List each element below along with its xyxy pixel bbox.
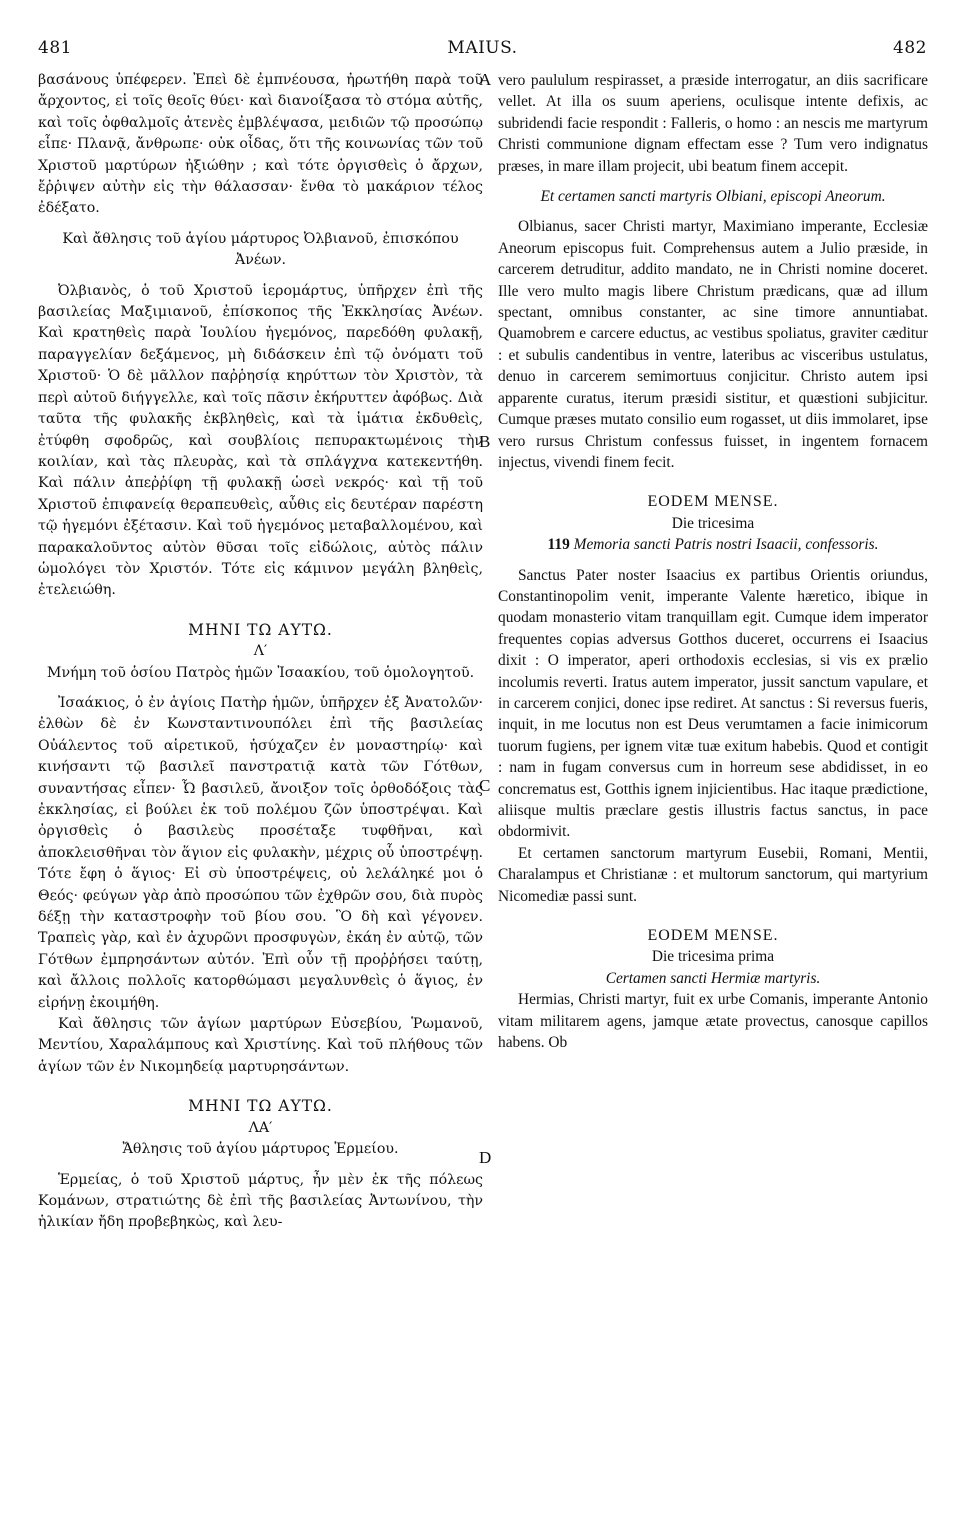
latin-isaacius-paragraph: Sanctus Pater noster Isaacius ex partibus Orientis oriundus, Constantinopolim venit, imperante Valente hæretico, ibique in quodam monasterio vitam tranquillam egit. Cumque idem imperator frequentes copias adversus Gotthos duceret, occurrens ei Isaacius dixit : O imperator, aperi orthodoxis ecclesias, si vis ex prælio incolumis reverti. Iratus autem imperator, jussit sanctum vapulare, et in carcerem conjici, donec ipse rediret. At sanctus : Si reversus fueris, inquit, in me locutus non est Deus verumtamen a facie inimicorum tuorum fugiens, per ignem vitæ tuæ exitum habebis. Quod et contigit : nam in fugam conversus cum in horreum sese abdidisset, in eo concrematus est, Gotthis ignem injicientibus. Hac itaque prædictione, aliisque multis præclare gestis illustris factus sanctus, in pace obdormivit. [498,566,928,841]
greek-intro-paragraph: βασάνους ὑπέφερεν. Ἐπεὶ δὲ ἐμπνέουσα, ἠρωτήθη παρὰ τοῦ ἄρχοντος, εἰ τοῖς θεοῖς θύει· καὶ διανοίξασα τὸ στόμα αὐτῆς, καὶ τοῖς ὀφθαλμοῖς ἀτενὲς ἐμβλέψασα, μειδιῶν τῷ προσώπῳ εἶπε· Πλανᾷ, ἄνθρωπε· οὐκ οἶδας, ὅτι τῆς κοινωνίας τῶν τοῦ Χριστοῦ μαρτύρων ἠξιώθην ; καὶ τότε ὀργισθεὶς ὁ ἄρχων, ἔῤῥιψεν αὐτὴν εἰς τὴν θάλασσαν· ἔνθα τὸ μακάριον τέλος ἐδέξατο. [38,72,483,217]
greek-olbianus-paragraph: Ὀλβιανὸς, ὁ τοῦ Χριστοῦ ἱερομάρτυς, ὑπῆρχεν ἐπὶ τῆς βασιλείας Μαξιμιανοῦ, ἐπίσκοπος τῆς Ἐκκλησίας Ἀνέων. Καὶ κρατηθεὶς παρὰ Ἰουλίου ἡγεμόνος, παρεδόθη φυλακῇ, παραγγελίαν δεξάμενος, μὴ διδάσκειν ἐπὶ τῷ ὀνόματι τοῦ Χριστοῦ· Ὁ δὲ μᾶλλον παῤῥησίᾳ κηρύττων τὸν Χριστὸν, τὰ περὶ αὐτοῦ διήγγελλε, καὶ τοῖς πᾶσιν ἐκήρυττεν ἀφόβως. Διὰ ταῦτα τῆς φυλακῆς ἐκβληθεὶς, καὶ τὰ ἱμάτια ἐκδυθεὶς, ἐτύφθη σφοδρῶς, καὶ σουβλίοις πεπυρακτωμένοις τὴν κοιλίαν, καὶ τὰς πλευρὰς, καὶ τὰ σπλάγχνα κατεκεντήθη. Καὶ πάλιν ἀπεῤῥίφη τῇ φυλακῇ ὡσεὶ νεκρός· καὶ τῇ τοῦ Χριστοῦ ἐπιφανείᾳ θεραπευθεὶς, αὖθις εἰς δευτέραν παρέστη τῷ ἡγεμόνι ἐξέτασιν. Καὶ τοῦ ἡγεμόνος μεταβαλλομένου, καὶ παρακαλοῦντος αὐτὸν θῦσαι τοῖς εἰδώλοις, αὐτὸς πάλιν ὡμολόγει τὸν Χριστόν. Τότε εἰς κάμινον μεγάλη βληθεὶς, ἐτελειώθη. [38,282,483,599]
latin-hermias-paragraph: Hermias, Christi martyr, fuit ex urbe Comanis, imperante Antonio vitam militarem agens, jamque ætate provectus, canosque capillos habens. Ob [498,991,928,1052]
greek-month-heading-1: ΜΗΝΙ ΤΩ ΑΥΤΩ. [188,620,333,639]
latin-day-heading-1: Die tricesima [671,514,755,532]
running-title: MAIUS. [447,38,518,58]
greek-hermias-paragraph: Ἑρμείας, ὁ τοῦ Χριστοῦ μάρτυς, ἦν μὲν ἐκ τῆς πόλεως Κομάνων, στρατιώτης δὲ ἐπὶ τῆς βασιλείας Ἀντωνίνου, τὴν ἡλικίαν ἤδη προβεβηκὼς, καὶ λευ- [38,1171,483,1231]
margin-letter-b: B [479,432,491,451]
latin-month-heading-1: EODEM MENSE. [647,493,779,511]
greek-month-heading-2: ΜΗΝΙ ΤΩ ΑΥΤΩ. [188,1097,333,1116]
page-header [38,38,927,64]
greek-hermias-heading: Ἄθλησις τοῦ ἁγίου μάρτυρος Ἑρμείου. [122,1141,399,1158]
latin-olbianus-paragraph: Olbianus, sacer Christi martyr, Maximiano imperante, Ecclesiæ Aneorum episcopus fuit. Comprehensus autem a Julio præside, in carcerem detruditur, addito mandato, ne in Christi nomine doceret. Ille vero multo magis libere Christum prædicans, quæ ad illum spectant, omnibus constanter, ac sine timore annuntiabat. Quamobrem e carcere eductus, ac vestibus spoliatus, graviter cæditur : et subulis candentibus in ventre, lateribus ac visceribus ustulatus, denuo in carcerem semimortuus conjicitur. Christo autem ipsi apparente curatus, iterum præsidi sistitur, et quæstioni subjicitur. Cumque præses mutato consilio eum rogasset, ut diis immolaret, ipse vero rursus Christum confessus fuisset, in ingentem fornacem injectus, vivendi finem fecit. [498,218,928,471]
latin-olbianus-heading: Et certamen sancti martyris Olbiani, episcopi Aneorum. [540,188,886,206]
latin-eusebius-paragraph: Et certamen sanctorum martyrum Eusebii, Romani, Mentii, Charalampus et Christianæ : et multorum sanctorum, qui martyrium Nicomediæ passi sunt. [498,844,928,905]
latin-isaacius-heading: Memoria sancti Patris nostri Isaacii, confessoris. [573,536,879,554]
margin-letter-d: D [479,1148,492,1167]
margin-letter-a: A [479,70,492,89]
latin-intro-paragraph: vero paululum respirasset, a præside interrogatur, an diis sacrificare vellet. At illa os suum aperiens, oculisque intente defixis, ac subridendi facie respondit : Falleris, o homo : an nescis me martyrum Christi communione dignam effectam esse ? Tum vero indignatus præses, in mare illam projecit, ubi beatum finem accepit. [498,72,928,175]
greek-day-heading-2: ΛΑ′ [248,1119,273,1136]
latin-column [498,70,928,1053]
latin-hermias-heading: Certamen sancti Hermiæ martyris. [605,969,821,987]
margin-letter-c: C [479,776,491,795]
page-number-left: 481 [38,38,72,58]
latin-day-heading-2: Die tricesima prima [651,948,775,966]
greek-eusebius-paragraph: Καὶ ἄθλησις τῶν ἁγίων μαρτύρων Εὐσεβίου, Ῥωμανοῦ, Μεντίου, Χαραλάμπους καὶ Χριστίνης. Καὶ τοῦ πλήθους τῶν ἁγίων τῶν ἐν Νικομηδείᾳ μαρτυρησάντων. [38,1016,483,1075]
greek-column [38,70,483,1234]
section-number: 119 [547,536,570,554]
greek-day-heading-1: Λ′ [253,643,268,660]
latin-month-heading-2: EODEM MENSE. [647,927,779,945]
page-number-right: 482 [893,38,927,58]
greek-isaacius-paragraph: Ἰσαάκιος, ὁ ἐν ἁγίοις Πατὴρ ἡμῶν, ὑπῆρχεν ἐξ Ἀνατολῶν· ἐλθὼν δὲ ἐν Κωνσταντινουπόλει ἐπὶ τῆς βασιλείας Οὐάλεντος τοῦ αἱρετικοῦ, ἡσύχαζεν ἐν μοναστηρίῳ· καὶ κινήσαντι τῷ βασιλεῖ πανστρατιᾷ κατὰ τῶν Γότθων, συναντήσας εἶπεν· Ὦ βασιλεῦ, ἄνοιξον τοῖς ὀρθοδόξοις τὰς ἐκκλησίας, εἰ βούλει ἐκ τοῦ πολέμου ζῶν ὑποστρέψαι. Καὶ ὀργισθεὶς ὁ βασιλεὺς προσέταξε τυφθῆναι, καὶ ἀποκλεισθῆναι τὸν ἅγιον εἰς φυλακὴν, μέχρις οὗ ὑποστρέψῃ. Τότε ἔφη ὁ ἅγιος· Εἰ σὺ ὑποστρέψεις, οὐ λελάληκέ μοι ὁ Θεός· φεύγων γὰρ ἀπὸ προσώπου τῶν ἐχθρῶν σου, διὰ πυρὸς δέξῃ τὴν καταστροφὴν τοῦ βίου σου. Ὃ δὴ καὶ γέγονεν. Τραπεὶς γὰρ, καὶ ἐν ἀχυρῶνι προσφυγὼν, ἐκάη ἐν αὐτῷ, τῶν Γότθων ἐμπρησάντων αὐτόν. Ἐπὶ οὖν τῇ προῤῥήσει ταύτῃ, καὶ ἄλλοις πολλοῖς κατορθώμασι μεγαλυνθεὶς ὁ ἅγιος, ἐν εἰρήνῃ ἐκοιμήθη. [38,694,483,1011]
latin-isaacius-heading-line [498,534,928,555]
greek-olbianus-heading: Καὶ ἄθλησις τοῦ ἁγίου μάρτυρος Ὀλβιανοῦ, ἐπισκόπου Ἀνέων. [62,230,459,269]
greek-isaacius-heading: Μνήμη τοῦ ὁσίου Πατρὸς ἡμῶν Ἰσαακίου, τοῦ ὁμολογητοῦ. [46,664,475,681]
